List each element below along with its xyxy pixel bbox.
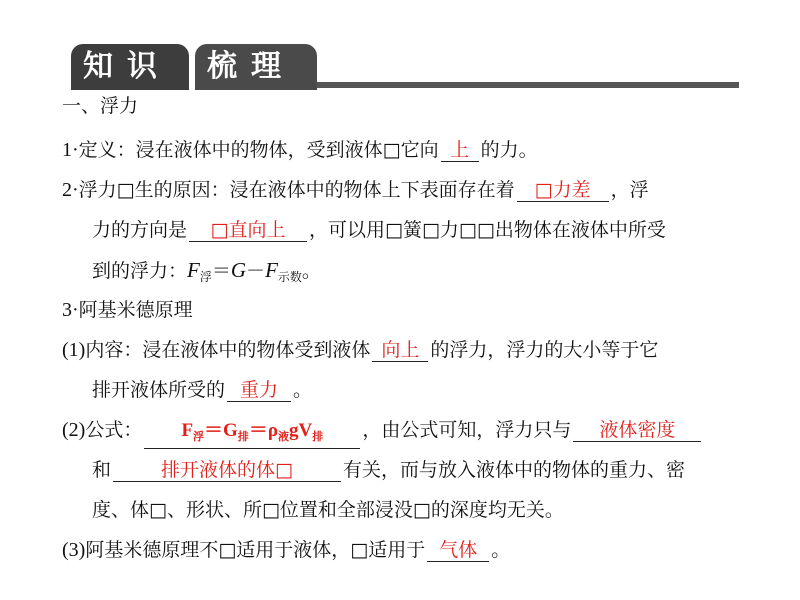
item-3-sep: · (72, 299, 79, 321)
sub-2-pre: 公式： (85, 419, 143, 441)
item-2-end: 。 (301, 260, 321, 282)
formula-F: F (187, 258, 200, 282)
formula2-F: F (181, 420, 194, 441)
formula-F2: F (265, 258, 278, 282)
formula-G: G (230, 258, 247, 282)
item-2-text: 浮力□生的原因：浸在液体中的物体上下表面存在着 (78, 179, 515, 201)
item-1-sep: · (72, 139, 79, 161)
item-1-end: 的力。 (480, 139, 538, 161)
item-2-line-2 (92, 216, 666, 244)
item-2-sep: · (72, 179, 79, 201)
sub-3-text: 阿基米德原理不□适用于液体，□适用于 (85, 539, 426, 561)
formula-minus: － (246, 260, 266, 282)
item-3-number: 3 (62, 299, 72, 321)
item-1-number: 1 (62, 139, 72, 161)
answer-blank-gas: 气体 (427, 539, 489, 562)
formula2-gV: gV (289, 420, 313, 441)
sub-3-end: 。 (491, 539, 511, 561)
item-2-line-1 (62, 176, 649, 204)
sub-3 (62, 536, 510, 564)
section-title-text: 一、浮力 (62, 95, 139, 117)
formula2-sub-fu: 浮 (193, 430, 205, 443)
sub-1-line-1 (62, 336, 658, 364)
formula2-eq1: ＝G (204, 420, 238, 441)
sub-1-line-2-post: 。 (293, 379, 313, 401)
answer-blank-gravity: 重力 (227, 379, 291, 402)
sub-2-line-2-pre: 和 (92, 459, 112, 481)
formula2-sub-pai2: 排 (312, 430, 324, 443)
item-2-text-end: ，浮 (610, 179, 649, 201)
item-1-text: 定义：浸在液体中的物体，受到液体□它向 (78, 139, 439, 161)
sub-1-label: (1) (62, 339, 86, 361)
answer-blank-displaced-volume: 排开液体的体□ (113, 459, 341, 482)
header-rule (317, 82, 739, 88)
sub-2-mid: ，由公式可知，浮力只与 (362, 419, 572, 441)
item-2-number: 2 (62, 179, 72, 201)
section-header (71, 44, 739, 90)
section-title (62, 92, 138, 120)
formula2-eq2: ＝ρ (248, 420, 278, 441)
formula-sub-fu: 浮 (199, 270, 212, 284)
answer-blank-formula (144, 420, 360, 449)
formula-eq: ＝ (211, 260, 231, 282)
item-1 (62, 136, 538, 164)
header-tab-review: 梳理 (195, 44, 317, 90)
item-3-title: 阿基米德原理 (78, 299, 193, 321)
formula-sub-shishu: 示数 (277, 270, 302, 284)
sub-1-line-2 (92, 376, 312, 404)
sub-2-line-2-post: 有关，而与放入液体中的物体的重力、密 (343, 459, 686, 481)
item-3 (62, 296, 193, 324)
item-2-line-2-pre: 力的方向是 (92, 219, 188, 241)
sub-1-text: 内容：浸在液体中的物体受到液体 (85, 339, 371, 361)
item-2-line-2-post: ，可以用□簧□力□□出物体在液体中所受 (309, 219, 666, 241)
sub-1-line-2-pre: 排开液体所受的 (92, 379, 226, 401)
formula2-sub-ye: 液 (278, 430, 289, 443)
sub-2-label: (2) (62, 419, 86, 441)
item-2-line-3 (92, 256, 321, 284)
sub-3-label: (3) (62, 539, 86, 561)
formula2-sub-pai: 排 (237, 430, 249, 443)
answer-blank-up: 上 (441, 139, 479, 162)
answer-blank-pressure-diff: □力差 (517, 179, 609, 202)
sub-2-line-3-text: 度、体□、形状、所□位置和全部浸没□的深度均无关。 (92, 499, 564, 521)
sub-2-line-3 (92, 496, 564, 524)
answer-blank-liquid-density: 液体密度 (573, 419, 701, 442)
answer-blank-vertical-up: □直向上 (189, 219, 307, 242)
sub-2-line-2 (92, 456, 685, 484)
answer-blank-upward: 向上 (372, 339, 428, 362)
header-tab-knowledge: 知识 (71, 44, 189, 90)
sub-1-text-end: 的浮力，浮力的大小等于它 (430, 339, 659, 361)
item-2-line-3-pre: 到的浮力： (92, 260, 188, 282)
sub-2-line-1 (62, 416, 703, 444)
